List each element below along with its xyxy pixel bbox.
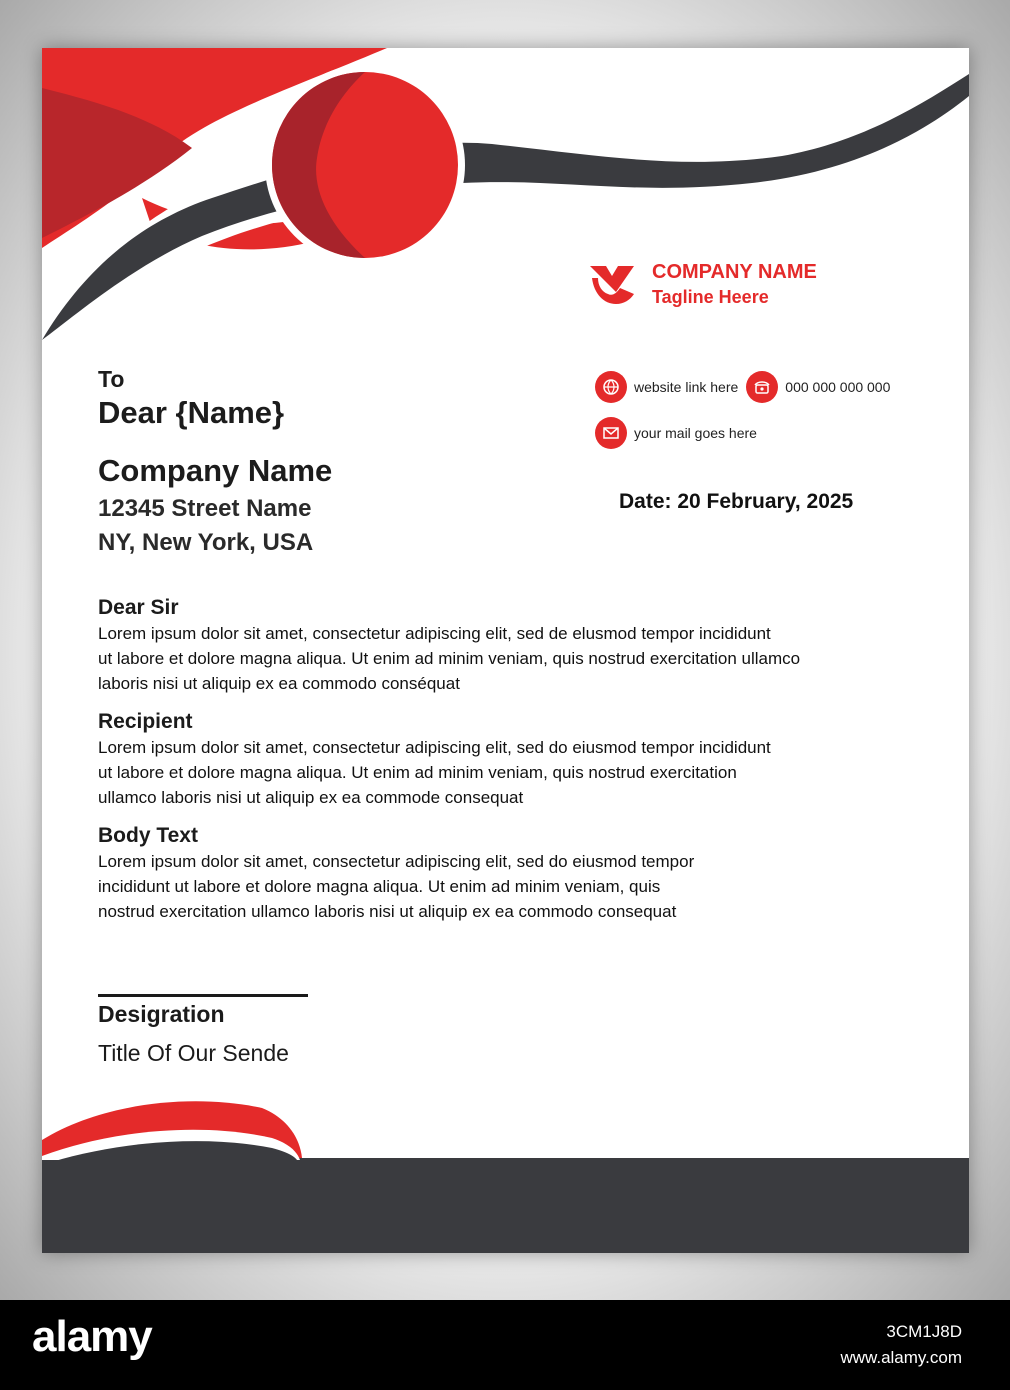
- section-body-text: [98, 824, 928, 924]
- section-heading: Dear Sir: [98, 596, 179, 619]
- contact-row-2: [595, 417, 898, 449]
- sender-title: Title Of Our Sende: [98, 1040, 289, 1066]
- text-line: nostrud exercitation ullamco laboris nisi ut aliquip ex ea commodo consequat: [98, 902, 677, 921]
- email-contact[interactable]: [595, 417, 757, 449]
- text-line: Lorem ipsum dolor sit amet, consectetur adipiscing elit, sed de elusmod tempor incididunt: [98, 624, 771, 643]
- section-recipient: [98, 710, 928, 810]
- company-name: COMPANY NAME: [652, 261, 817, 283]
- phone-contact[interactable]: [746, 371, 890, 403]
- website-contact[interactable]: [595, 371, 738, 403]
- text-line: ut labore et dolore magna aliqua. Ut enim ad minim veniam, quis nostrud exercitation: [98, 763, 737, 782]
- text-line: ut labore et dolore magna aliqua. Ut enim ad minim veniam, quis nostrud exercitation ullamco: [98, 649, 801, 668]
- text-line: Lorem ipsum dolor sit amet, consectetur adipiscing elit, sed do eiusmod tempor: [98, 852, 695, 871]
- section-heading: Recipient: [98, 710, 193, 733]
- stock-footer: [0, 1300, 1010, 1390]
- brand-block: [586, 258, 817, 310]
- recipient-address: [98, 366, 332, 557]
- signature-line: [98, 994, 308, 997]
- email-text: your mail goes here: [634, 425, 757, 441]
- section-text: [98, 621, 928, 696]
- to-label: To: [98, 366, 125, 392]
- letter-date: Date: 20 February, 2025: [619, 490, 854, 513]
- globe-icon: [595, 371, 627, 403]
- recipient-street: 12345 Street Name: [98, 495, 312, 522]
- signature-block: [98, 994, 308, 1067]
- contact-block: [595, 371, 898, 463]
- designation: Desigration: [98, 1001, 225, 1027]
- recipient-name: Dear {Name}: [98, 395, 285, 430]
- alamy-logo: alamy: [32, 1312, 152, 1361]
- text-line: ullamco laboris nisi ut aliquip ex ea commode consequat: [98, 788, 524, 807]
- bottom-dark-wave: [42, 1141, 297, 1253]
- phone-icon: [746, 371, 778, 403]
- recipient-city: NY, New York, USA: [98, 529, 314, 556]
- letter-body: [98, 596, 928, 938]
- stock-url[interactable]: www.alamy.com: [840, 1348, 962, 1367]
- section-text: [98, 849, 928, 924]
- phone-text: 000 000 000 000: [785, 379, 891, 395]
- stock-image-id: 3CM1J8D: [886, 1322, 962, 1341]
- company-tagline: Tagline Heere: [652, 287, 769, 307]
- letterhead-page: [42, 48, 969, 1253]
- brand-text: [652, 259, 817, 309]
- section-heading: Body Text: [98, 824, 198, 847]
- text-line: incididunt ut labore et dolore magna aliqua. Ut enim ad minim veniam, quis: [98, 877, 661, 896]
- section-text: [98, 735, 928, 810]
- section-dear-sir: [98, 596, 928, 696]
- recipient-company: Company Name: [98, 453, 333, 488]
- website-text: website link here: [634, 379, 739, 395]
- mail-icon: [595, 417, 627, 449]
- contact-row-1: [595, 371, 898, 403]
- text-line: laboris nisi ut aliquip ex ea commodo conséquat: [98, 674, 460, 693]
- company-logo-icon: [586, 258, 638, 310]
- text-line: Lorem ipsum dolor sit amet, consectetur adipiscing elit, sed do eiusmod tempor incididunt: [98, 738, 771, 757]
